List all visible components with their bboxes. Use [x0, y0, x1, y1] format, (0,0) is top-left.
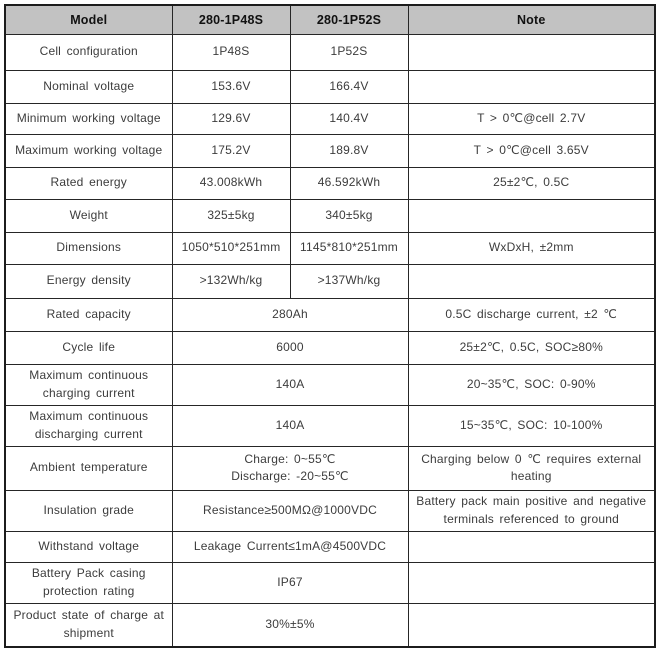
row-label: Withstand voltage — [5, 531, 172, 562]
value-1p52s: >137Wh/kg — [290, 264, 408, 298]
note-cell — [408, 603, 655, 647]
merged-value: 30%±5% — [172, 603, 408, 647]
note-cell: WxDxH, ±2mm — [408, 232, 655, 264]
value-1p52s: 46.592kWh — [290, 167, 408, 199]
table-row — [5, 405, 655, 446]
row-label: Energy density — [5, 264, 172, 298]
note-cell — [408, 531, 655, 562]
table-row — [5, 490, 655, 531]
note-cell — [408, 34, 655, 70]
row-label: Maximum continuous charging current — [5, 364, 172, 405]
row-label: Battery Pack casing protection rating — [5, 562, 172, 603]
table-row — [5, 167, 655, 199]
row-label: Product state of charge at shipment — [5, 603, 172, 647]
row-label: Weight — [5, 199, 172, 232]
table-row — [5, 298, 655, 331]
value-1p48s: 129.6V — [172, 103, 290, 134]
table-row — [5, 531, 655, 562]
value-1p48s: >132Wh/kg — [172, 264, 290, 298]
merged-value: 6000 — [172, 331, 408, 364]
row-label: Ambient temperature — [5, 446, 172, 490]
row-label: Rated energy — [5, 167, 172, 199]
note-cell — [408, 70, 655, 103]
note-cell: Charging below 0 ℃ requires external heating — [408, 446, 655, 490]
table-row — [5, 331, 655, 364]
row-label: Cycle life — [5, 331, 172, 364]
value-1p52s: 166.4V — [290, 70, 408, 103]
note-cell: 20~35℃, SOC: 0-90% — [408, 364, 655, 405]
value-1p52s: 140.4V — [290, 103, 408, 134]
value-1p48s: 1050*510*251mm — [172, 232, 290, 264]
row-label: Insulation grade — [5, 490, 172, 531]
value-1p52s: 1145*810*251mm — [290, 232, 408, 264]
row-label: Maximum continuous discharging current — [5, 405, 172, 446]
note-cell: T > 0℃@cell 2.7V — [408, 103, 655, 134]
table-row — [5, 103, 655, 134]
value-1p52s: 1P52S — [290, 34, 408, 70]
value-1p48s: 1P48S — [172, 34, 290, 70]
merged-value: 280Ah — [172, 298, 408, 331]
merged-value: 140A — [172, 364, 408, 405]
battery-spec-table — [4, 4, 656, 648]
note-cell: 15~35℃, SOC: 10-100% — [408, 405, 655, 446]
value-1p52s: 340±5kg — [290, 199, 408, 232]
note-cell: 25±2℃, 0.5C — [408, 167, 655, 199]
table-row — [5, 199, 655, 232]
table-row — [5, 264, 655, 298]
merged-value: IP67 — [172, 562, 408, 603]
table-row — [5, 70, 655, 103]
row-label: Dimensions — [5, 232, 172, 264]
note-cell — [408, 264, 655, 298]
table-header-row — [5, 5, 655, 34]
table-row — [5, 446, 655, 490]
table-row — [5, 364, 655, 405]
value-1p52s: 189.8V — [290, 134, 408, 167]
value-1p48s: 175.2V — [172, 134, 290, 167]
table-row — [5, 232, 655, 264]
merged-value: Leakage Current≤1mA@4500VDC — [172, 531, 408, 562]
row-label: Minimum working voltage — [5, 103, 172, 134]
note-cell: T > 0℃@cell 3.65V — [408, 134, 655, 167]
value-1p48s: 325±5kg — [172, 199, 290, 232]
row-label: Rated capacity — [5, 298, 172, 331]
row-label: Cell configuration — [5, 34, 172, 70]
table-row — [5, 134, 655, 167]
header-model: Model — [5, 5, 172, 34]
table-row — [5, 603, 655, 647]
merged-value: Resistance≥500MΩ@1000VDC — [172, 490, 408, 531]
table-row — [5, 562, 655, 603]
value-1p48s: 153.6V — [172, 70, 290, 103]
header-note: Note — [408, 5, 655, 34]
row-label: Nominal voltage — [5, 70, 172, 103]
value-line-charge: Charge: 0~55℃ — [244, 451, 336, 466]
header-280-1p52s: 280-1P52S — [290, 5, 408, 34]
table-row — [5, 34, 655, 70]
value-line-discharge: Discharge: -20~55℃ — [231, 469, 349, 483]
header-280-1p48s: 280-1P48S — [172, 5, 290, 34]
note-cell: 0.5C discharge current, ±2 ℃ — [408, 298, 655, 331]
note-cell: Battery pack main positive and negative terminals referenced to ground — [408, 490, 655, 531]
note-cell — [408, 562, 655, 603]
value-1p48s: 43.008kWh — [172, 167, 290, 199]
merged-value — [172, 446, 408, 490]
note-cell — [408, 199, 655, 232]
row-label: Maximum working voltage — [5, 134, 172, 167]
note-cell: 25±2℃, 0.5C, SOC≥80% — [408, 331, 655, 364]
merged-value: 140A — [172, 405, 408, 446]
